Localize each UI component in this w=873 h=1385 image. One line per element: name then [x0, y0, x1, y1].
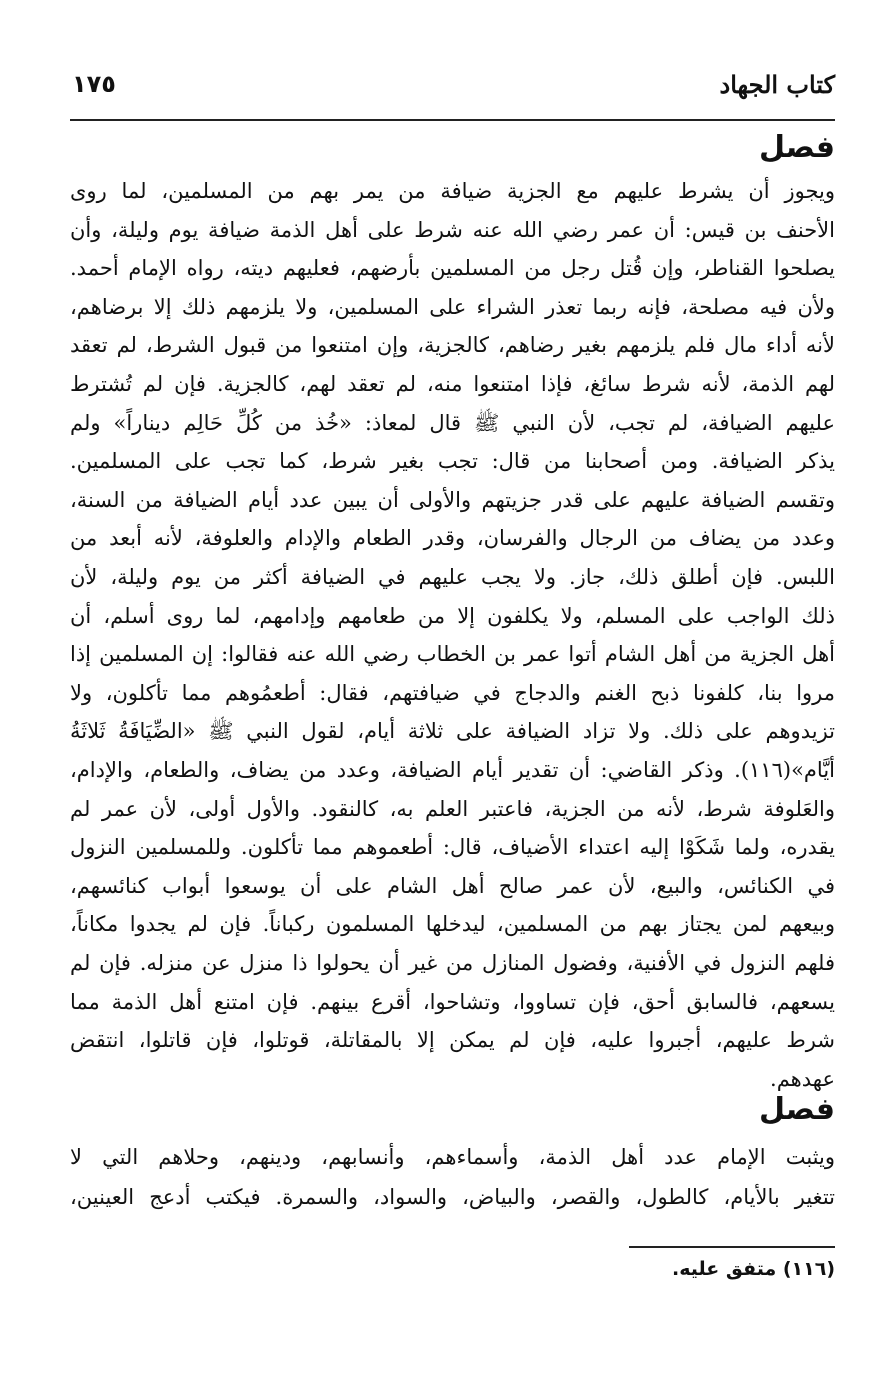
text-line: يذكر الضيافة. ومن أصحابنا من قال: تجب بغير شرط، كما تجب على المسلمين. — [70, 449, 835, 474]
section-heading: فصل — [759, 130, 835, 165]
text-line: ويثبت الإمام عدد أهل الذمة، وأسماءهم، وأنسابهم، ودينهم، وحلاهم التي لا — [70, 1145, 835, 1169]
text-line: عليهم الضيافة، لم تجب، لأن النبي ﷺ قال لمعاذ: «خُذ من كُلِّ حَالِم ديناراً» ولم — [70, 410, 835, 435]
text-line: وتقسم الضيافة عليهم على قدر جزيتهم والأولى أن يبين عدد أيام الضيافة من السنة، — [70, 487, 835, 512]
text-line: فلهم النزول في الأفنية، وفضول المنازل من غير أن يحولوا ذا منزل عن منزله. فإن لم — [70, 951, 835, 975]
running-header-title: كتاب الجهاد — [719, 70, 835, 99]
section-heading: فصل — [759, 1092, 835, 1127]
text-line: تتغير بالأيام، كالطول، والقصر، والبياض، والسواد، والسمرة. فيكتب أدعج العينين، — [70, 1185, 835, 1209]
footnote: (١١٦) متفق عليه. — [672, 1258, 835, 1280]
text-line: يقدره، ولما شَكَوْا إليه اعتداء الأضياف، قال: أطعموهم مما تأكلون. وللمسلمين النزول — [70, 835, 835, 860]
text-line: ويجوز أن يشرط عليهم مع الجزية ضيافة من يمر بهم من المسلمين، لما روى — [70, 179, 835, 203]
footnote-divider — [629, 1246, 835, 1248]
text-line: وبيعهم لمن يجتاز بهم من المسلمين، ليدخلها المسلمون ركباناً. فإن لم يجدوا مكاناً، — [70, 912, 835, 937]
text-line: عهدهم. — [770, 1066, 835, 1091]
page-number: ١٧٥ — [72, 70, 116, 98]
text-line: الأحنف بن قيس: أن عمر رضي الله عنه شرط على أهل الذمة ضيافة يوم وليلة، وأن — [70, 217, 835, 242]
text-line: يصلحوا القناطر، وإن قُتل رجل من المسلمين بأرضهم، فعليهم ديته، رواه الإمام أحمد. — [70, 256, 835, 281]
text-line: وعدد من يضاف من الرجال والفرسان، وقدر الطعام والإدام والعلوفة، لأنه أبعد من — [70, 526, 835, 551]
text-line: لأنه أداء مال فلم يلزمهم بغير رضاهم، كالجزية، وإن امتنعوا من قبول الشرط، لم تعقد — [70, 333, 835, 358]
text-line: شرط عليهم، أجبروا عليه، فإن لم يمكن إلا بالمقاتلة، قوتلوا، فإن قاتلوا، انتقض — [70, 1028, 835, 1053]
text-line: أهل الجزية من أهل الشام أتوا عمر بن الخطاب رضي الله عنه فقالوا: إن المسلمين إذا — [70, 642, 835, 667]
header-divider — [70, 119, 835, 121]
text-line: اللبس. فإن أطلق ذلك، جاز. ولا يجب عليهم في الضيافة أكثر من يوم وليلة، لأن — [70, 565, 835, 589]
text-line: أيَّام»(١١٦). وذكر القاضي: أن تقدير أيام الضيافة، وعدد من يضاف، والطعام، والإدام، — [70, 758, 835, 782]
text-line: تزيدوهم على ذلك. ولا تزاد الضيافة على ثلاثة أيام، لقول النبي ﷺ «الضِّيَافَةُ ثَلاثَةُ — [70, 719, 835, 744]
text-line: يسعهم، فالسابق أحق، فإن تساووا، وتشاحوا، أقرع بينهم. فإن امتنع أهل الذمة مما — [70, 989, 835, 1014]
text-line: لهم الذمة، لأنه شرط سائغ، فإذا امتنعوا منه، لم تعقد لهم، كالجزية. فإن لم تُشترط — [70, 372, 835, 396]
text-line: في الكنائس، والبيع، لأن عمر صالح أهل الشام على أن يوسعوا أبواب كنائسهم، — [70, 873, 835, 898]
text-line: والعَلوفة شرط، لأنه من الجزية، فاعتبر العلم به، كالنقود. والأول أولى، لأن عمر لم — [70, 796, 835, 821]
text-line: ولأن فيه مصلحة، فإنه ربما تعذر الشراء على المسلمين، ولا يلزمهم ذلك إلا برضاهم، — [70, 294, 835, 319]
text-line: ذلك الواجب على المسلم، ولا يكلفون إلا من طعامهم وإدامهم، لما روى أسلم، أن — [70, 603, 835, 628]
text-line: مروا بنا، كلفونا ذبح الغنم والدجاج في ضيافتهم، فقال: أطعمُوهم مما تأكلون، ولا — [70, 680, 835, 705]
